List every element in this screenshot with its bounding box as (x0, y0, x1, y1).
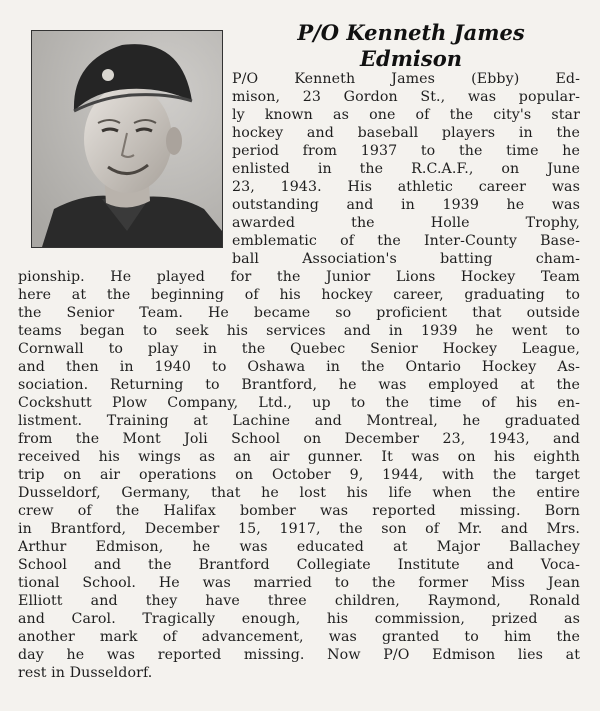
article-title (232, 20, 590, 72)
body-line: teams began to seek his services and in 1939 he went to (18, 323, 580, 339)
body-line: hockey and baseball players in the (232, 125, 580, 141)
title-line-2: Edmison (360, 46, 462, 71)
body-line: emblematic of the Inter-County Base- (232, 233, 580, 249)
body-line: ball Association's batting cham- (232, 251, 580, 267)
body-line: P/O Kenneth James (Ebby) Ed- (232, 71, 580, 87)
body-line: ly known as one of the city's star (232, 107, 580, 123)
body-line: Arthur Edmison, he was educated at Major Ballachey (18, 539, 580, 555)
body-line: and then in 1940 to Oshawa in the Ontario Hockey As- (18, 359, 580, 375)
body-line: awarded the Holle Trophy, (232, 215, 580, 231)
body-line: crew of the Halifax bomber was reported missing. Born (18, 503, 580, 519)
body-line: the Senior Team. He became so proficient that outside (18, 305, 580, 321)
body-line: period from 1937 to the time he (232, 143, 580, 159)
body-line: sociation. Returning to Brantford, he was employed at the (18, 377, 580, 393)
body-line: here at the beginning of his hockey career, graduating to (18, 287, 580, 303)
body-line: day he was reported missing. Now P/O Edmison lies at (18, 647, 580, 663)
body-line: Cockshutt Plow Company, Ltd., up to the time of his en- (18, 395, 580, 411)
body-line: pionship. He played for the Junior Lions Hockey Team (18, 269, 580, 285)
body-line: in Brantford, December 15, 1917, the son of Mr. and Mrs. (18, 521, 580, 537)
body-line: mison, 23 Gordon St., was popular- (232, 89, 580, 105)
body-line: outstanding and in 1939 he was (232, 197, 580, 213)
body-line: from the Mont Joli School on December 23, 1943, and (18, 431, 580, 447)
body-line: listment. Training at Lachine and Montreal, he graduated (18, 413, 580, 429)
body-line: and Carol. Tragically enough, his commission, prized as (18, 611, 580, 627)
portrait-illustration (32, 31, 222, 247)
body-line: School and the Brantford Collegiate Institute and Voca- (18, 557, 580, 573)
body-line: tional School. He was married to the former Miss Jean (18, 575, 580, 591)
body-line: 23, 1943. His athletic career was (232, 179, 580, 195)
body-line: Elliott and they have three children, Raymond, Ronald (18, 593, 580, 609)
body-line: enlisted in the R.C.A.F., on June (232, 161, 580, 177)
body-line-last: rest in Dusseldorf. (18, 665, 153, 681)
body-line: trip on air operations on October 9, 1944, with the target (18, 467, 580, 483)
body-line: another mark of advancement, was granted to him the (18, 629, 580, 645)
title-line-1: P/O Kenneth James (297, 20, 525, 45)
body-line: Cornwall to play in the Quebec Senior Hockey League, (18, 341, 580, 357)
portrait-photo (31, 30, 223, 248)
body-line: received his wings as an air gunner. It was on his eighth (18, 449, 580, 465)
body-line: Dusseldorf, Germany, that he lost his life when the entire (18, 485, 580, 501)
